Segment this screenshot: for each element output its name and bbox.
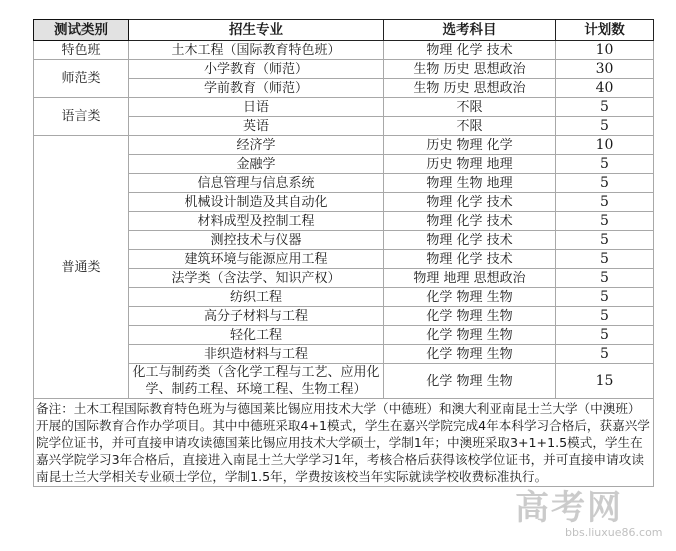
major-cell: 高分子材料与工程 [129,307,384,326]
major-cell: 纺织工程 [129,288,384,307]
plan-cell: 30 [556,60,654,79]
plan-cell: 40 [556,79,654,98]
plan-cell: 5 [556,174,654,193]
subjects-cell: 化学 物理 生物 [384,345,556,364]
major-cell: 英语 [129,117,384,136]
subjects-cell: 生物 历史 思想政治 [384,60,556,79]
major-cell: 材料成型及控制工程 [129,212,384,231]
plan-cell: 5 [556,117,654,136]
table-header-row [34,20,654,41]
plan-cell: 5 [556,307,654,326]
major-cell: 经济学 [129,136,384,155]
subjects-cell: 化学 物理 生物 [384,364,556,399]
subjects-cell: 不限 [384,98,556,117]
subjects-cell: 物理 化学 技术 [384,250,556,269]
subjects-cell: 物理 化学 技术 [384,193,556,212]
major-cell: 测控技术与仪器 [129,231,384,250]
plan-cell: 15 [556,364,654,399]
subjects-cell: 生物 历史 思想政治 [384,79,556,98]
subjects-cell: 历史 物理 化学 [384,136,556,155]
plan-cell: 5 [556,345,654,364]
plan-cell: 5 [556,288,654,307]
major-cell: 轻化工程 [129,326,384,345]
table-row [34,41,654,60]
table-row [34,60,654,79]
watermark-logo-text: 高考网 [515,488,623,528]
major-cell: 土木工程（国际教育特色班） [129,41,384,60]
subjects-cell: 化学 物理 生物 [384,288,556,307]
subjects-cell: 物理 化学 技术 [384,41,556,60]
major-cell: 法学类（含法学、知识产权） [129,269,384,288]
subjects-cell: 化学 物理 生物 [384,307,556,326]
category-cell: 师范类 [34,60,129,98]
watermark-url: bbs.liuxue86.com [565,526,663,539]
plan-cell: 5 [556,98,654,117]
subjects-cell: 物理 生物 地理 [384,174,556,193]
major-cell: 化工与制药类（含化学工程与工艺、应用化学、制药工程、环境工程、生物工程） [129,364,384,399]
plan-cell: 5 [556,212,654,231]
note-text: 备注：土木工程国际教育特色班为与德国莱比锡应用技术大学（中德班）和澳大利亚南昆士兰大学（中澳班）开展的国际教育合作办学项目。其中中德班采取4+1模式，学生在嘉兴学院完成4年本科学习合格后，获嘉兴学院学位证书，并可直接申请攻读德国莱比锡应用技术大学硕士，学制1年；中澳班采取3+1+1.5模式，学生在嘉兴学院学习3年合格后，直接进入南昆士兰大学学习1年，考核合格后获得该校学位证书，并可直接申请攻读南昆士兰大学相关专业硕士学位，学制1.5年，学费按该校当年实际就读学校收费标准执行。 [34,399,654,487]
major-cell: 信息管理与信息系统 [129,174,384,193]
plan-cell: 5 [556,269,654,288]
major-cell: 非织造材料与工程 [129,345,384,364]
plan-cell: 5 [556,193,654,212]
plan-cell: 5 [556,155,654,174]
header-plan-count: 计划数 [556,20,654,41]
subjects-cell: 物理 化学 技术 [384,231,556,250]
major-cell: 机械设计制造及其自动化 [129,193,384,212]
subjects-cell: 不限 [384,117,556,136]
category-cell: 特色班 [34,41,129,60]
plan-cell: 5 [556,326,654,345]
major-cell: 金融学 [129,155,384,174]
subjects-cell: 历史 物理 地理 [384,155,556,174]
note-row [34,399,654,487]
site-watermark [505,478,675,548]
header-major: 招生专业 [129,20,384,41]
plan-cell: 5 [556,231,654,250]
plan-cell: 5 [556,250,654,269]
plan-cell: 10 [556,41,654,60]
category-cell: 语言类 [34,98,129,136]
major-cell: 日语 [129,98,384,117]
subjects-cell: 物理 地理 思想政治 [384,269,556,288]
table-row [34,136,654,155]
subjects-cell: 物理 化学 技术 [384,212,556,231]
table-row [34,98,654,117]
category-cell: 普通类 [34,136,129,399]
enrollment-plan-table [33,19,654,487]
plan-cell: 10 [556,136,654,155]
major-cell: 学前教育（师范） [129,79,384,98]
header-test-category: 测试类别 [34,20,129,41]
major-cell: 建筑环境与能源应用工程 [129,250,384,269]
subjects-cell: 化学 物理 生物 [384,326,556,345]
header-subjects: 选考科目 [384,20,556,41]
major-cell: 小学教育（师范） [129,60,384,79]
